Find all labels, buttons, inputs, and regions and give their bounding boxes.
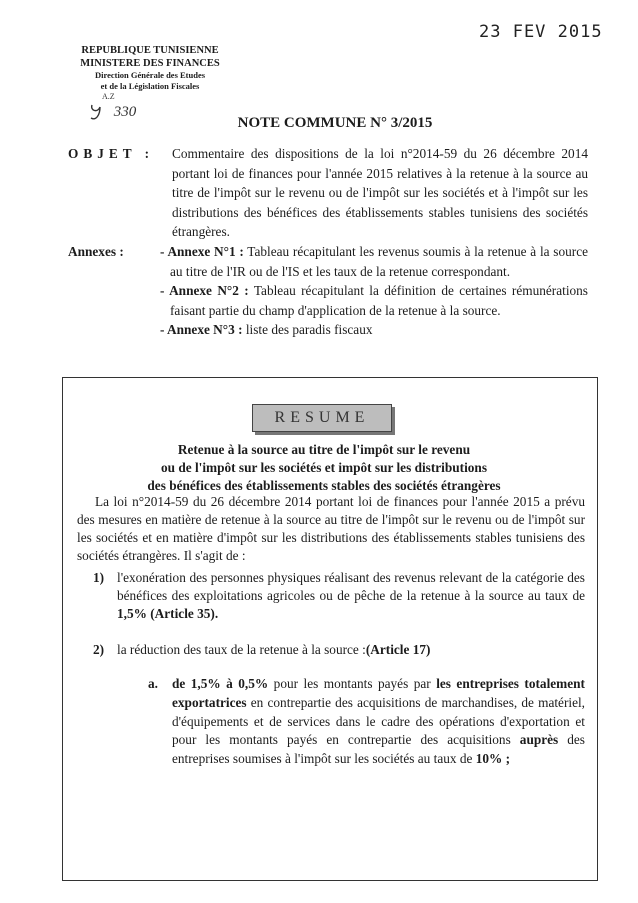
objet-label: OBJET :	[68, 146, 155, 161]
annexe-item-1: - Annexe N°1 : Tableau récapitulant les revenus soumis à la retenue à la source au titre de l'IR ou de l'IS et les taux de la retenue correspondant.	[160, 244, 589, 279]
header-direction: Direction Générale des Etudes	[94, 70, 206, 80]
ministry-header	[60, 44, 240, 92]
objet-section	[68, 144, 588, 242]
header-republic: REPUBLIQUE TUNISIENNE	[81, 45, 219, 56]
document-title: NOTE COMMUNE N° 3/2015	[237, 115, 433, 131]
handwritten-reference	[88, 92, 137, 121]
resume-badge: RESUME	[252, 404, 392, 432]
header-legislation: et de la Législation Fiscales	[100, 81, 200, 91]
objet-text: Commentaire des dispositions de la loi n°2014-59 du 26 décembre 2014 portant loi de finances pour l'année 2015 relatives à la retenue à la source au titre de l'impôt sur le revenu ou de l'impôt sur les sociétés et à l'impôt sur les distributions des bénéfices des établissements stables tunisiens des sociétés étrangères.	[172, 146, 588, 239]
header-ministry: MINISTERE DES FINANCES	[80, 58, 220, 69]
resume-point-1: 1) l'exonération des personnes physiques réalisant des revenus relevant de la catégorie des bénéfices des exploitations agricoles ou de pêche de la retenue à la source au taux de 1,5% (Article 35).	[93, 570, 585, 621]
annexe-item-3: - Annexe N°3 : liste des paradis fiscaux	[160, 322, 373, 337]
resume-point-2: 2) la réduction des taux de la retenue à la source :(Article 17)	[93, 642, 431, 657]
reference-mark	[88, 104, 114, 120]
reference-number: 330	[113, 104, 137, 120]
resume-subtitle: Retenue à la source au titre de l'impôt sur le revenu ou de l'impôt sur les sociétés et impôt sur les distributions des bénéfices des établissements stables des sociétés étrangères	[147, 442, 501, 493]
resume-intro: La loi n°2014-59 du 26 décembre 2014 portant loi de finances pour l'année 2015 a prévu des mesures en matière de retenue à la source au titre de l'impôt sur le revenu ou de l'impôt sur les sociétés et en matière d'impôt sur les distributions des établissements stables tunisiens des sociétés étrangères. Il s'agit de :	[77, 494, 585, 563]
resume-point-2a: a. de 1,5% à 0,5% pour les montants payés par les entreprises totalement exportatrices en contrepartie des acquisitions de marchandises, de matériel, d'équipements et de services dans le cadre des opérations d'exportation et pour les montants payés en contrepartie des acquisitions auprès des entreprises soumises à l'impôt sur les sociétés au taux de 10% ;	[148, 676, 585, 767]
annexes-section	[68, 242, 588, 340]
annexes-label: Annexes :	[68, 244, 124, 259]
annexe-item-2: - Annexe N°2 : Tableau récapitulant la définition de certaines rémunérations faisant partie du champ d'application de la retenue à la source.	[160, 283, 588, 318]
reference-az: A.Z	[102, 92, 115, 101]
received-date-stamp: 23 FEV 2015	[479, 22, 603, 42]
